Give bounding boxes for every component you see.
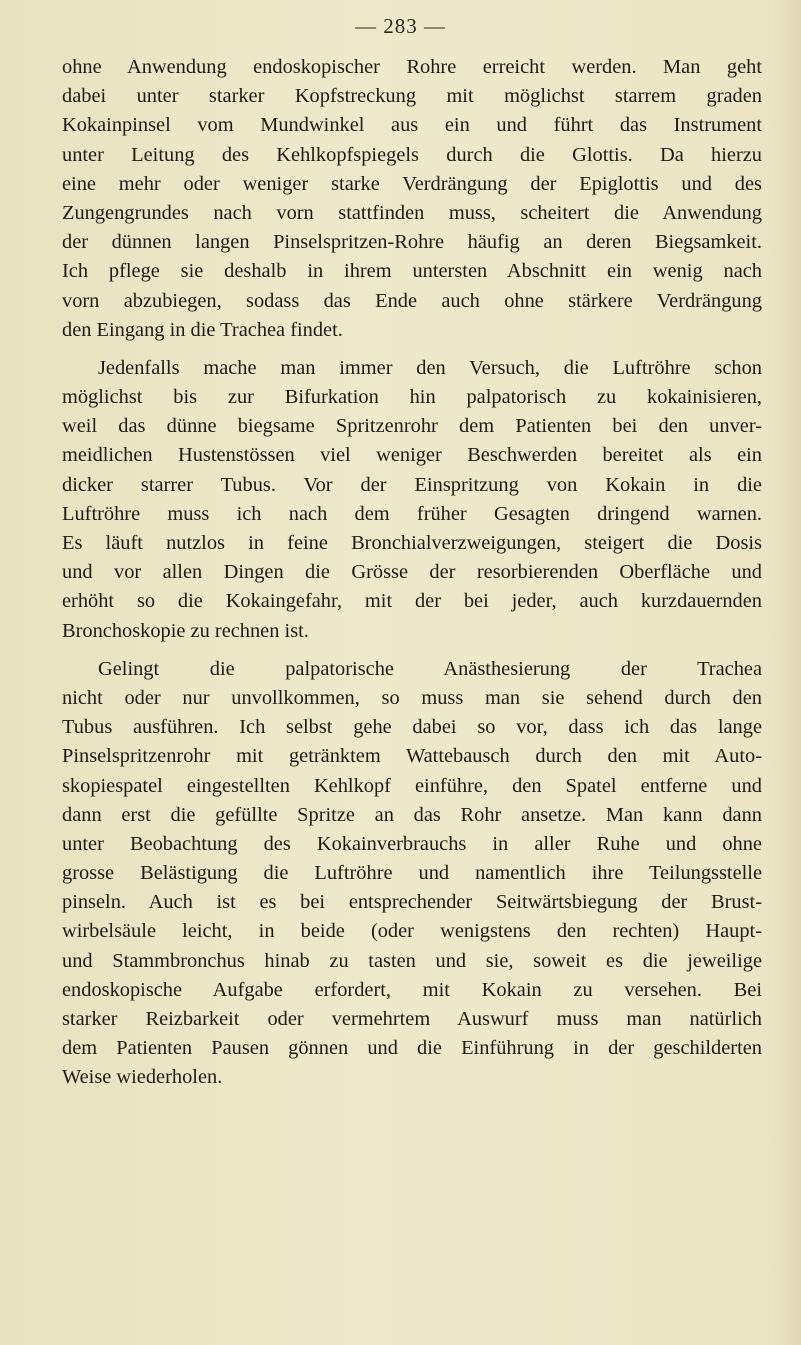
- text-line: der dünnen langen Pinselspritzen-Rohre häufig an deren Biegsamkeit.: [62, 231, 762, 254]
- text-line: starker Reizbarkeit oder vermehrtem Auswurf muss man natürlich: [62, 1008, 762, 1030]
- text-line: dicker starrer Tubus. Vor der Einspritzung von Kokain in die: [62, 473, 762, 496]
- text-line: Weise wiederholen.: [62, 1066, 223, 1089]
- paragraph-3: [62, 655, 762, 1093]
- text-line: nicht oder nur unvollkommen, so muss man sie sehend durch den: [62, 686, 762, 709]
- text-line: vorn abzubiegen, sodass das Ende auch ohne stärkere Verdrängung: [62, 289, 762, 312]
- text-line: dabei unter starker Kopfstreckung mit möglichst starrem graden: [62, 85, 762, 108]
- paragraph-2: [62, 354, 762, 646]
- text-line: eine mehr oder weniger starke Verdrängung der Epiglottis und des: [62, 172, 762, 195]
- text-line: unter Beobachtung des Kokainverbrauchs in aller Ruhe und ohne: [62, 832, 762, 855]
- body-text: [62, 53, 762, 1093]
- text-line: dem Patienten Pausen gönnen und die Einführung in der geschilderten: [62, 1037, 762, 1060]
- text-line: meidlichen Hustenstössen viel weniger Beschwerden bereitet als ein: [62, 444, 762, 467]
- text-line: weil das dünne biegsame Spritzenrohr dem Patienten bei den unver-: [62, 415, 762, 438]
- text-line: und Stammbronchus hinab zu tasten und sie, soweit es die jeweilige: [62, 949, 762, 972]
- text-line: Es läuft nutzlos in feine Bronchialverzweigungen, steigert die Dosis: [62, 532, 762, 554]
- text-line: Ich pflege sie deshalb in ihrem untersten Abschnitt ein wenig nach: [62, 260, 762, 283]
- page-edge-shadow: [771, 0, 801, 1345]
- text-line: Zungengrundes nach vorn stattfinden muss, scheitert die Anwendung: [62, 201, 762, 224]
- text-line: skopiespatel eingestellten Kehlkopf einführe, den Spatel entferne und: [62, 774, 762, 797]
- text-line: pinseln. Auch ist es bei entsprechender Seitwärtsbiegung der Brust-: [62, 891, 762, 914]
- text-line: erhöht so die Kokaingefahr, mit der bei jeder, auch kurzdauernden: [62, 590, 762, 613]
- text-line: Kokainpinsel vom Mundwinkel aus ein und führt das Instrument: [62, 114, 762, 137]
- text-line: Jedenfalls mache man immer den Versuch, die Luftröhre schon: [98, 356, 762, 379]
- text-line: ohne Anwendung endoskopischer Rohre erreicht werden. Man geht: [62, 56, 762, 78]
- text-line: unter Leitung des Kehlkopfspiegels durch die Glottis. Da hierzu: [62, 143, 762, 166]
- text-line: den Eingang in die Trachea findet.: [62, 318, 343, 341]
- text-line: Pinselspritzenrohr mit getränktem Wattebausch durch den mit Auto-: [62, 745, 762, 768]
- text-line: Bronchoskopie zu rechnen ist.: [62, 619, 309, 642]
- text-line: Gelingt die palpatorische Anästhesierung der Trachea: [98, 657, 762, 680]
- text-line: und vor allen Dingen die Grösse der resorbierenden Oberfläche und: [62, 561, 762, 584]
- text-line: grosse Belästigung die Luftröhre und namentlich ihre Teilungsstelle: [62, 862, 762, 885]
- text-line: endoskopische Aufgabe erfordert, mit Kokain zu versehen. Bei: [62, 978, 762, 1001]
- text-line: dann erst die gefüllte Spritze an das Rohr ansetze. Man kann dann: [62, 803, 762, 826]
- text-line: Luftröhre muss ich nach dem früher Gesagten dringend warnen.: [62, 502, 762, 525]
- text-line: Tubus ausführen. Ich selbst gehe dabei so vor, dass ich das lange: [62, 716, 762, 739]
- text-line: wirbelsäule leicht, in beide (oder wenigstens den rechten) Haupt-: [62, 920, 762, 943]
- text-line: möglichst bis zur Bifurkation hin palpatorisch zu kokainisieren,: [62, 386, 762, 409]
- page-number: — 283 —: [355, 14, 446, 38]
- paragraph-1: [62, 53, 762, 345]
